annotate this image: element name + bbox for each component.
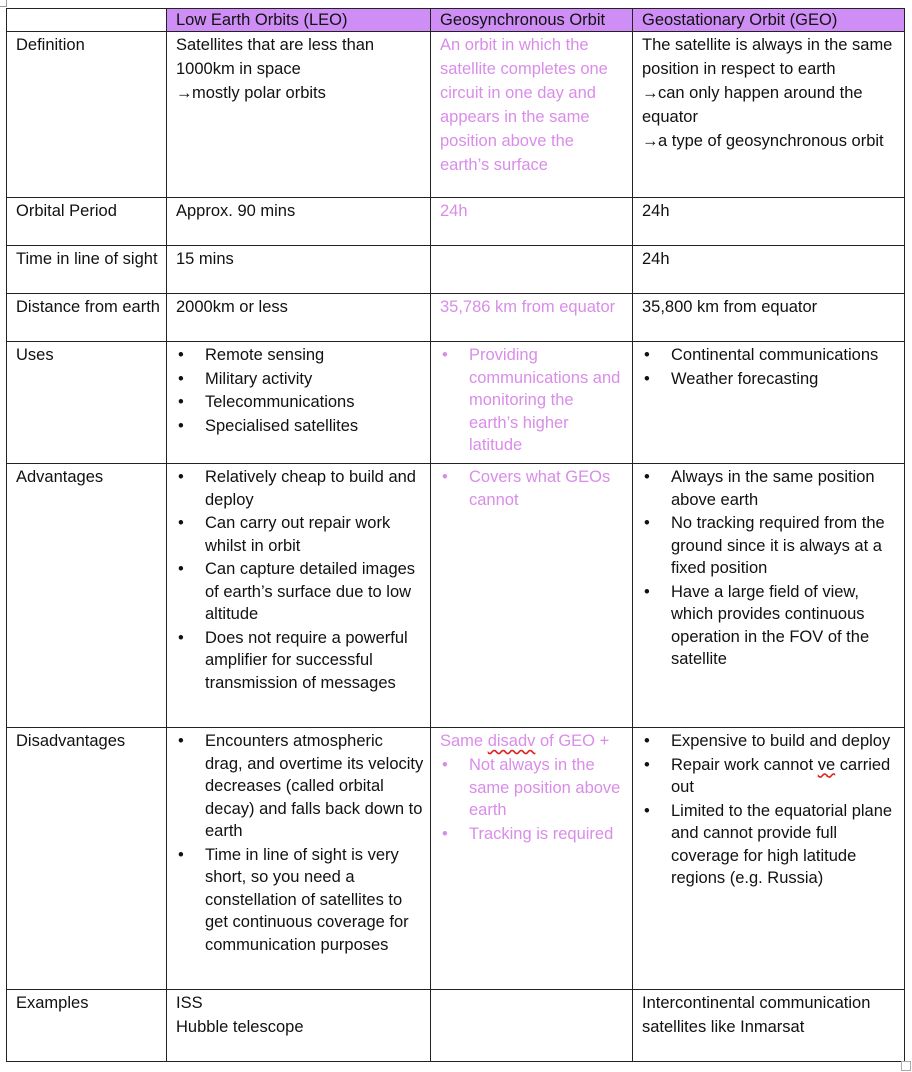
leo-advantages xyxy=(167,464,431,728)
intro-pre: Same xyxy=(440,732,488,750)
orbits-comparison-table xyxy=(6,8,905,1062)
header-row xyxy=(7,9,905,32)
row-distance xyxy=(7,294,905,342)
geo-definition xyxy=(633,32,905,198)
geo-disadvantages xyxy=(633,728,905,990)
row-label-advantages: Advantages xyxy=(7,464,167,728)
geosync-advantages xyxy=(431,464,633,728)
row-label-orbital-period: Orbital Period xyxy=(7,198,167,246)
geosync-disadvantages xyxy=(431,728,633,990)
spelling-flag: ve xyxy=(817,755,836,774)
header-geo: Geostationary Orbit (GEO) xyxy=(633,9,905,32)
geo-advantages xyxy=(633,464,905,728)
geo-def-arrow-text-1: can only happen around the equator xyxy=(642,84,863,126)
geo-disadv-2-post: carried out xyxy=(671,755,891,796)
row-label-distance: Distance from earth xyxy=(7,294,167,342)
geosync-distance: 35,786 km from equator xyxy=(431,294,633,342)
right-arrow-icon: → xyxy=(176,84,193,102)
list-item: • Specialised satellites xyxy=(176,415,424,438)
leo-def-line-1: Satellites that are less than xyxy=(176,36,375,54)
geo-orbital-period: 24h xyxy=(633,198,905,246)
header-leo: Low Earth Orbits (LEO) xyxy=(167,9,431,32)
row-time-in-sight xyxy=(7,246,905,294)
row-examples xyxy=(7,990,905,1062)
geo-uses xyxy=(633,342,905,464)
leo-uses xyxy=(167,342,431,464)
geo-def-line-1: The satellite is always in the same position in respect to earth xyxy=(642,36,893,78)
row-label-disadvantages: Disadvantages xyxy=(7,728,167,990)
list-item: • Military activity xyxy=(176,368,424,391)
geosync-time-in-sight xyxy=(431,246,633,294)
resize-handle[interactable] xyxy=(901,1061,911,1071)
leo-orbital-period: Approx. 90 mins xyxy=(167,198,431,246)
header-geosynchronous: Geosynchronous Orbit xyxy=(431,9,633,32)
geo-examples: Intercontinental communication satellites like Inmarsat xyxy=(633,990,905,1062)
row-label-time-in-sight: Time in line of sight xyxy=(7,246,167,294)
list-item: • Continental communications xyxy=(642,344,898,367)
list-item: • Covers what GEOs cannot xyxy=(440,466,626,511)
intro-post: of GEO + xyxy=(535,732,610,750)
list-item: • Not always in the same position above earth xyxy=(440,754,626,822)
leo-def-arrow-text: mostly polar orbits xyxy=(192,84,326,102)
row-label-definition: Definition xyxy=(7,32,167,198)
row-disadvantages xyxy=(7,728,905,990)
list-item: • Relatively cheap to build and deploy xyxy=(176,466,424,511)
geosync-uses xyxy=(431,342,633,464)
spelling-flag: disadv xyxy=(487,732,536,750)
geosync-examples xyxy=(431,990,633,1062)
row-orbital-period xyxy=(7,198,905,246)
list-item: • Remote sensing xyxy=(176,344,424,367)
row-definition xyxy=(7,32,905,198)
geosync-orbital-period: 24h xyxy=(431,198,633,246)
leo-def-line-3 xyxy=(176,81,424,105)
geo-distance: 35,800 km from equator xyxy=(633,294,905,342)
row-label-examples: Examples xyxy=(7,990,167,1062)
page-corner-mark xyxy=(0,0,7,7)
list-item: • Can carry out repair work whilst in orbit xyxy=(176,512,424,557)
leo-example-2: Hubble telescope xyxy=(176,1018,304,1036)
list-item: • Time in line of sight is very short, so you need a constellation of satellites to get continuous coverage for communication purposes xyxy=(176,844,424,957)
list-item: • Limited to the equatorial plane and cannot provide full coverage for high latitude regions (e.g. Russia) xyxy=(642,800,898,890)
list-item: • No tracking required from the ground since it is always at a fixed position xyxy=(642,512,898,580)
list-item: • Have a large field of view, which provides continuous operation in the FOV of the satellite xyxy=(642,581,898,671)
row-advantages xyxy=(7,464,905,728)
geo-def-line-3 xyxy=(642,129,898,153)
geo-def-line-2 xyxy=(642,81,898,129)
row-uses xyxy=(7,342,905,464)
list-item xyxy=(642,754,898,799)
list-item: • Can capture detailed images of earth’s surface due to low altitude xyxy=(176,558,424,626)
list-item: • Weather forecasting xyxy=(642,368,898,391)
leo-time-in-sight: 15 mins xyxy=(167,246,431,294)
right-arrow-icon: → xyxy=(642,132,659,150)
right-arrow-icon: → xyxy=(642,84,659,102)
header-cell-empty xyxy=(7,9,167,32)
geosync-disadv-intro xyxy=(440,729,626,753)
list-item: • Encounters atmospheric drag, and overtime its velocity decreases (called orbital decay) and falls back down to earth xyxy=(176,730,424,843)
leo-definition xyxy=(167,32,431,198)
geo-disadv-2-pre: Repair work cannot xyxy=(671,755,818,774)
leo-disadvantages xyxy=(167,728,431,990)
list-item: • Always in the same position above earth xyxy=(642,466,898,511)
leo-def-line-2: 1000km in space xyxy=(176,60,301,78)
leo-examples xyxy=(167,990,431,1062)
list-item: • Expensive to build and deploy xyxy=(642,730,898,753)
geo-time-in-sight: 24h xyxy=(633,246,905,294)
list-item: • Telecommunications xyxy=(176,391,424,414)
leo-example-1: ISS xyxy=(176,994,203,1012)
list-item: • Tracking is required xyxy=(440,823,626,846)
row-label-uses: Uses xyxy=(7,342,167,464)
leo-distance: 2000km or less xyxy=(167,294,431,342)
geosync-definition: An orbit in which the satellite completes one circuit in one day and appears in the same position above the earth’s surface xyxy=(431,32,633,198)
geo-def-arrow-text-2: a type of geosynchronous orbit xyxy=(658,132,884,150)
list-item: • Providing communications and monitoring the earth’s higher latitude xyxy=(440,344,626,457)
list-item: • Does not require a powerful amplifier for successful transmission of messages xyxy=(176,627,424,695)
